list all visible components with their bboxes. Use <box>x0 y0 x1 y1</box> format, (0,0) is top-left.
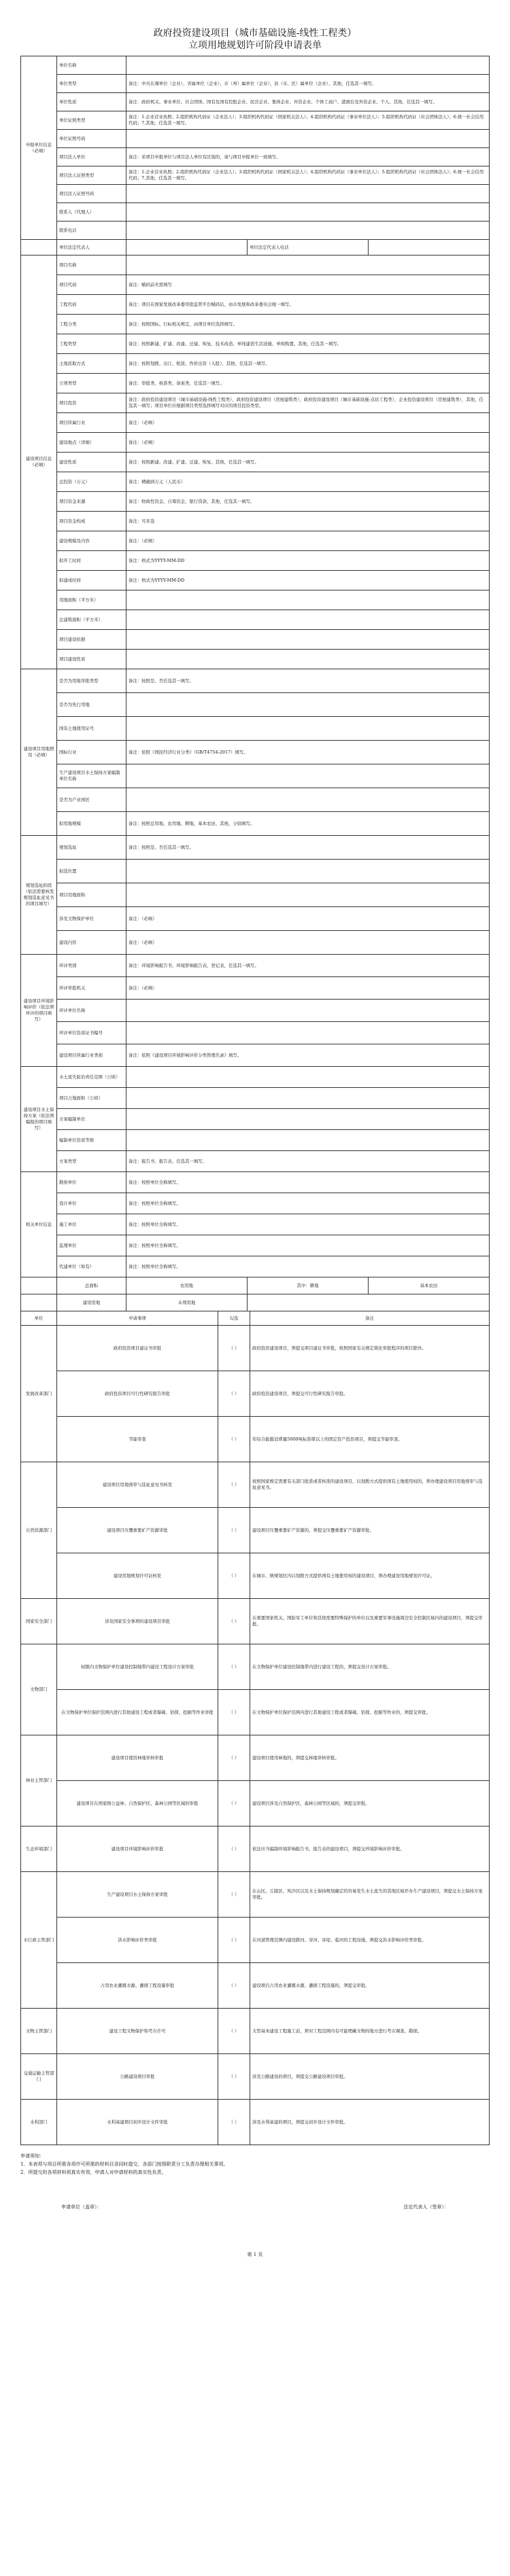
field-value: 备注：（必填） <box>126 433 490 453</box>
matter-row <box>21 1553 490 1599</box>
matter-note: 在山区、丘陵区、风沙区以及水土保持规划确定的容易发生水土流失的其他区域开办生产建设项目，须提交水土保持方案审批。 <box>250 1872 490 1918</box>
table-row <box>21 788 490 812</box>
field-label: 方案编制单位 <box>57 1109 126 1130</box>
field-value: 备注：按照单位全称填写。 <box>126 1235 490 1256</box>
field-value <box>126 185 490 203</box>
field-label: 编制单位资质等级 <box>57 1130 126 1151</box>
land-scale-header: 总面积 <box>57 1277 126 1294</box>
field-label: 设计单位 <box>57 1193 126 1214</box>
matter-checkbox[interactable]: （ ） <box>218 1553 250 1599</box>
table-row <box>21 883 490 907</box>
matter-note: 在河道管理范围内建设跨河、穿河、穿堤、临河的工程设施，须提交洪水影响评价类审批。 <box>250 1918 490 1963</box>
title-line-1: 政府投资建设项目（城市基础设施-线性工程类） <box>153 28 357 39</box>
field-label: 国标行业 <box>57 741 126 764</box>
field-value: 备注：精确到万元（人民币） <box>126 472 490 492</box>
matter-row <box>21 2054 490 2100</box>
matter-note: 按照国家规定需要有关部门批准或者核准的建设项目，以划拨方式提供国有土地使用权的，须办理建设项目用地预审与选址意见书。 <box>250 1462 490 1508</box>
matter-checkbox[interactable]: （ ） <box>218 1963 250 2009</box>
field-value <box>126 130 490 148</box>
table-row <box>21 472 490 492</box>
field-value: 备注：格式为YYYY-MM-DD <box>126 551 490 571</box>
field-label: 方案类型 <box>57 1151 126 1172</box>
table-row <box>21 374 490 393</box>
matter-row <box>21 1417 490 1462</box>
field-label: 项目名称 <box>57 255 126 275</box>
matter-name: 公路建设项目审批 <box>57 2054 218 2100</box>
field-label: 规划选址 <box>57 836 126 860</box>
field-value: 备注：依照《建设项目环境影响评价分类管理名录》填写。 <box>126 1044 490 1067</box>
field-label: 环评类别 <box>57 955 126 977</box>
field-label: 项目占地面积（公顷） <box>57 1088 126 1109</box>
field-label: 水土流失防治责任范围（公顷） <box>57 1067 126 1088</box>
table-row <box>21 1067 490 1088</box>
matter-dept: 文物主管部门 <box>21 2009 57 2054</box>
matter-dept: 文物部门 <box>21 1644 57 1735</box>
sign-right: 法定代表人（签章）： <box>403 2204 449 2210</box>
table-row <box>21 413 490 433</box>
table-row <box>21 1193 490 1214</box>
section-label: 建设项目环境影响评价（依法须环评的项目填写） <box>21 955 57 1067</box>
matter-row <box>21 1690 490 1735</box>
matter-row <box>21 2100 490 2145</box>
field-value: 备注：环境影响报告书、环境影响报告表、登记表，任选其一填写。 <box>126 955 490 977</box>
matter-row <box>21 1872 490 1918</box>
matter-checkbox[interactable]: （ ） <box>218 1371 250 1417</box>
table-row <box>21 453 490 472</box>
matter-name: 建设项目用地预审与选址意见书核发 <box>57 1462 218 1508</box>
field-label: 单位名称 <box>57 56 126 75</box>
matter-dept: 生态环境部门 <box>21 1827 57 1872</box>
matters-header: 申请事项 <box>57 1311 218 1326</box>
matter-note: 建设项目占用农业灌溉水源、灌排工程设施的，须提交审批。 <box>250 1963 490 2009</box>
matter-note: 涉及水利基建的项目，须提交初步设计文件审批。 <box>250 2100 490 2145</box>
matters-header-row <box>21 1311 490 1326</box>
matter-checkbox[interactable]: （ ） <box>218 1417 250 1462</box>
table-row <box>21 295 490 315</box>
field-label: 土地获取方式 <box>57 354 126 374</box>
field-value: 备注：财政性资金、自筹资金、银行贷款、其他，任选其一填写。 <box>126 492 490 512</box>
table-row <box>21 148 490 166</box>
field-value: 备注：依照《国民经济行业分类》（GB/T4754-2017）填写。 <box>126 741 490 764</box>
matter-note: 建设项目压覆重要矿产资源的，须提交压覆重要矿产资源审批。 <box>250 1508 490 1553</box>
field-label: 建设内容 <box>57 931 126 955</box>
matter-checkbox[interactable]: （ ） <box>218 1644 250 1690</box>
table-row <box>21 1022 490 1044</box>
table-row <box>21 512 490 531</box>
field-value: 备注：若项目申报单位与项目法人单位有区别的，请与项目申报单位一致填写。 <box>126 148 490 166</box>
matter-name: 政府投资项目可行性研究报告审批 <box>57 1371 218 1417</box>
table-row <box>21 1088 490 1109</box>
field-label: 项目用地面积 <box>57 883 126 907</box>
matter-name: 政府投资项目建议书审批 <box>57 1326 218 1371</box>
field-value <box>126 1000 490 1022</box>
table-row <box>21 130 490 148</box>
table-row <box>21 1151 490 1172</box>
matter-checkbox[interactable]: （ ） <box>218 1599 250 1644</box>
field-label: 施工单位 <box>57 1214 126 1235</box>
field-label: 联系人（代理人） <box>57 203 126 222</box>
matter-name: 生产建设项目水土保持方案审批 <box>57 1872 218 1918</box>
field-value: 备注：（必填） <box>126 413 490 433</box>
matter-row <box>21 1963 490 2009</box>
table-row <box>21 185 490 203</box>
matter-row <box>21 1326 490 1371</box>
table-row <box>21 1044 490 1067</box>
field-label: 单位类型 <box>57 75 126 93</box>
matter-note: 在重要国家机关、国防军工单位和其他需要特殊保护的单位以及重要军事设施周边安全控制区域内的建设项目，须提交审批。 <box>250 1599 490 1644</box>
table-row <box>21 203 490 222</box>
field-label: 单位证照号码 <box>57 130 126 148</box>
field-label: 生产建设项目水土保持方案编制单位名称 <box>57 764 126 788</box>
table-row <box>21 222 490 240</box>
field-value <box>126 788 490 812</box>
field-label: 国有土地使用证号 <box>57 717 126 741</box>
field-label: 项目投资 <box>57 393 126 413</box>
field-label: 用地面积（平方米） <box>57 590 126 610</box>
page-number: 第 1 页 <box>247 2252 263 2257</box>
matter-dept: 自然资源部门 <box>21 1462 57 1599</box>
matter-row <box>21 1827 490 1872</box>
field-value: 备注：（必填） <box>126 977 490 1000</box>
matter-note: 涉及公路建设的项目，须提交公路建设项目审批。 <box>250 2054 490 2100</box>
land-scale-header: 其中：耕地 <box>248 1277 369 1294</box>
field-value <box>126 1130 490 1151</box>
field-value: 备注：按照单位全称填写。 <box>126 1193 490 1214</box>
table-row <box>21 812 490 836</box>
table-row <box>21 717 490 741</box>
field-value: 备注：按照是、否任选其一填写。 <box>126 669 490 693</box>
matter-note: 在城市、镇规划区内以划拨方式提供国有土地使用权的建设项目，须办理建设用地规划许可证。 <box>250 1553 490 1599</box>
table-row <box>21 931 490 955</box>
matter-name: 权限内文物保护单位建设控制地带内建设工程设计方案审批 <box>57 1644 218 1690</box>
note-2: 2．所提交的各项材料须真实有效，申请人对申请材料的真实性负责。 <box>20 2170 167 2175</box>
field-value: 备注：格式为YYYY-MM-DD <box>126 571 490 590</box>
table-row <box>21 1214 490 1235</box>
section-label: 建设项目用地情况（必填） <box>21 669 57 836</box>
field-value: 备注：按照划拨、出让、租赁、作价出资（入股）、其他，任选其一填写。 <box>126 354 490 374</box>
field-label: 项目建设性质 <box>57 650 126 669</box>
matter-checkbox[interactable]: （ ） <box>218 1326 250 1371</box>
field-value: 备注：按照单位全称填写。 <box>126 1214 490 1235</box>
matter-name: 洪水影响评价类审批 <box>57 1918 218 1963</box>
field-label: 建设地点（详细） <box>57 433 126 453</box>
table-row <box>21 1172 490 1193</box>
land-scale-header-row-2 <box>21 1294 490 1311</box>
table-row <box>21 1130 490 1151</box>
field-value <box>126 883 490 907</box>
field-value: 备注：按照是、否任选其一填写。 <box>126 836 490 860</box>
field-value: 备注：按照单位全称填写。 <box>126 1256 490 1277</box>
table-row <box>21 977 490 1000</box>
matter-checkbox[interactable]: （ ） <box>218 1508 250 1553</box>
table-row <box>21 393 490 413</box>
table-row <box>21 531 490 551</box>
table-row <box>21 955 490 977</box>
field-value <box>126 1067 490 1088</box>
matter-checkbox[interactable]: （ ） <box>218 2054 250 2100</box>
field-label: 监理单位 <box>57 1235 126 1256</box>
table-row <box>21 669 490 693</box>
matter-name: 建设工程文物保护和考古许可 <box>57 2009 218 2054</box>
matter-checkbox[interactable]: （ ） <box>218 1872 250 1918</box>
matter-name: 建设项目压覆重要矿产资源审批 <box>57 1508 218 1553</box>
table-row <box>21 1109 490 1130</box>
field-label: 项目建设依据 <box>57 630 126 650</box>
table-row <box>21 315 490 334</box>
land-scale-header: 建设用地 <box>57 1294 126 1311</box>
field-value <box>126 610 490 630</box>
field-label: 工程分类 <box>57 315 126 334</box>
field-value: 备注：按照总用地、农用地、耕地、基本农田、其他，分别填写。 <box>126 812 490 836</box>
matter-note: 建设项目涉及自然保护区、森林公园等区域的，须提交审批。 <box>250 1781 490 1827</box>
section-label: 相关单位信息 <box>21 1172 57 1277</box>
field-value: 备注：政府投资建设项目（城市基础设施-线性工程类），政府投资建设项目（房屋建筑类），政府投资建设项目（城市基础设施-点状工程类），企业投资建设项目（房屋建筑类），其他，任选其一填写；项目单位应根据项目类型选择填写对应的项目投资类型。 <box>126 393 490 413</box>
field-value: 备注：审批类、核准类、备案类，任选其一填写。 <box>126 374 490 393</box>
field-value: 备注：按照新建、改建、扩建、迁建、恢复、其他，任选其一填写。 <box>126 453 490 472</box>
matter-note: 在文物保护单位建设控制地带内进行建设工程的，须提交设计方案审批。 <box>250 1644 490 1690</box>
matter-note: 政府投资建设项目，须提交可行性研究报告审批。 <box>250 1371 490 1417</box>
field-label: 项目法人证照号码 <box>57 185 126 203</box>
field-value: 备注：按照新建、扩建、改建、迁建、恢复、技术改造、单纯建造生活设施、单纯购置、其他，任选其一填写。 <box>126 334 490 354</box>
field-value <box>126 717 490 741</box>
field-value <box>126 1088 490 1109</box>
matter-name: 在文物保护单位保护范围内进行其他建设工程或者爆破、钻探、挖掘等作业审批 <box>57 1690 218 1735</box>
matter-name: 涉及国家安全事项的建设项目审批 <box>57 1599 218 1644</box>
table-row <box>21 571 490 590</box>
table-row <box>21 1000 490 1022</box>
matter-name: 节能审查 <box>57 1417 218 1462</box>
matter-dept: 林业主管部门 <box>21 1735 57 1827</box>
land-scale-header-row <box>21 1277 490 1294</box>
matter-checkbox[interactable]: （ ） <box>218 2009 250 2054</box>
matter-row <box>21 2009 490 2054</box>
field-value <box>126 590 490 610</box>
field-value: 备注：项目在国家发展改革委审批监管平台赋码后，由市发展和改革委员会统一填写。 <box>126 295 490 315</box>
legal-rep-phone-value <box>369 240 490 255</box>
field-label: 环评单位名称 <box>57 1000 126 1022</box>
table-row <box>21 255 490 275</box>
field-value: 备注：（必填） <box>126 931 490 955</box>
field-value: 备注：（必填） <box>126 531 490 551</box>
field-value: 备注：1.企业营业执照；2.组织机构代码证（企业法人）；3.组织机构代码证（国家机关法人）；4.组织机构代码证（事业单位法人）；5.组织机构代码证（社会团体法人）；6.统一社会信用代码；7.其他，任选其一填写。 <box>126 166 490 185</box>
contact-row <box>21 240 490 255</box>
table-row <box>21 860 490 883</box>
field-label: 总建筑面积（平方米） <box>57 610 126 630</box>
notes <box>20 2152 490 2176</box>
matters-table <box>20 1311 490 2145</box>
field-value: 备注：报告书、报告表，任选其一填写。 <box>126 1151 490 1172</box>
field-label: 项目资金来源 <box>57 492 126 512</box>
matter-name: 建设项目环境影响评价审批 <box>57 1827 218 1872</box>
table-row <box>21 275 490 295</box>
matter-note: 依法应当编制环境影响报告书、报告表的建设项目，须提交环境影响评价审批。 <box>250 1827 490 1872</box>
field-label: 单位性质 <box>57 93 126 111</box>
matter-checkbox[interactable]: （ ） <box>218 1827 250 1872</box>
table-row <box>21 111 490 130</box>
field-label: 涉及文物保护单位 <box>57 907 126 931</box>
field-label: 勘察单位 <box>57 1172 126 1193</box>
field-label: 工程类型 <box>57 334 126 354</box>
matter-checkbox[interactable]: （ ） <box>218 1735 250 1781</box>
table-row <box>21 166 490 185</box>
table-row <box>21 650 490 669</box>
matter-note: 在文物保护单位保护范围内进行其他建设工程或者爆破、钻探、挖掘等作业的，须提交审批。 <box>250 1690 490 1735</box>
field-value: 备注：赋码前无需填写 <box>126 275 490 295</box>
table-row <box>21 630 490 650</box>
table-row <box>21 1256 490 1277</box>
matters-header: 勾选 <box>218 1311 250 1326</box>
field-label: 项目法人单位 <box>57 148 126 166</box>
section-label: 建设项目信息（必填） <box>21 255 57 669</box>
sign-left: 申请单位（盖章）： <box>61 2204 102 2210</box>
table-row <box>21 433 490 453</box>
table-row <box>21 590 490 610</box>
field-label: 建设项目所属行业类别 <box>57 1044 126 1067</box>
field-value <box>126 860 490 883</box>
matters-header: 单位 <box>21 1311 57 1326</box>
matter-dept: 国家安全部门 <box>21 1599 57 1644</box>
field-label: 代建单位（如有） <box>57 1256 126 1277</box>
field-label: 建设性质 <box>57 453 126 472</box>
land-scale-header: 未利用地 <box>126 1294 248 1311</box>
table-row <box>21 764 490 788</box>
field-label: 拟建成时间 <box>57 571 126 590</box>
table-row <box>21 354 490 374</box>
field-value <box>126 56 490 75</box>
matter-row <box>21 1371 490 1417</box>
field-value: 备注：中央在湘单位（企业）、省属单位（企业）、市（州）属单位（企业）、县（市、区）属单位（企业）、其他，任选其一填写。 <box>126 75 490 93</box>
field-value: 备注：按照国标、行标相关规定，由项目单位选择填写。 <box>126 315 490 334</box>
section-label: 规划选址阶段（依法需要核发规划选址意见书的项目填写） <box>21 836 57 955</box>
legal-rep-label: 单位法定代表人 <box>57 240 126 255</box>
field-value: 备注：（必填） <box>126 907 490 931</box>
field-label: 项目资金构成 <box>57 512 126 531</box>
matter-note: 大型基本建设工程施工前，须对工程范围内有可能埋藏文物的地方进行考古调查、勘探。 <box>250 2009 490 2054</box>
field-value: 备注：按照单位全称填写。 <box>126 1172 490 1193</box>
field-label: 项目所属行业 <box>57 413 126 433</box>
field-label: 环评单位资质证书编号 <box>57 1022 126 1044</box>
matter-row <box>21 1462 490 1508</box>
legal-rep-value <box>126 240 248 255</box>
matter-row <box>21 1735 490 1781</box>
notes-title: 申请须知： <box>20 2153 44 2159</box>
title-line-2: 立项用地规划许可阶段申请表单 <box>188 40 322 51</box>
field-label: 联系电话 <box>57 222 126 240</box>
field-label: 建设规模及内容 <box>57 531 126 551</box>
matter-name: 占用农业灌溉水源、灌排工程设施审批 <box>57 1963 218 2009</box>
matter-checkbox[interactable]: （ ） <box>218 1781 250 1827</box>
note-1: 1．本表须与项目所需各项许可所需的材料目录同时提交，各部门按照职责分工负责办理相关事项。 <box>20 2162 228 2167</box>
field-label: 单位证照类型 <box>57 111 126 130</box>
matter-dept: 水利部门 <box>21 2100 57 2145</box>
table-row <box>21 93 490 111</box>
matter-checkbox[interactable]: （ ） <box>218 2100 250 2145</box>
field-label: 项目代码 <box>57 275 126 295</box>
matter-checkbox[interactable]: （ ） <box>218 1462 250 1508</box>
field-value: 备注：可多选 <box>126 512 490 531</box>
table-row <box>21 610 490 630</box>
field-value <box>126 1109 490 1130</box>
field-label: 项目法人证照类型 <box>57 166 126 185</box>
field-value <box>126 255 490 275</box>
field-value <box>126 630 490 650</box>
field-label: 拟用地规模 <box>57 812 126 836</box>
field-label: 总投资（万元） <box>57 472 126 492</box>
field-value <box>126 1022 490 1044</box>
field-label: 立项类型 <box>57 374 126 393</box>
table-row <box>21 836 490 860</box>
field-value <box>126 693 490 717</box>
matter-note: 建设项目使用林地的，须提交林地审核审批。 <box>250 1735 490 1781</box>
matter-row <box>21 1644 490 1690</box>
matter-checkbox[interactable]: （ ） <box>218 1918 250 1963</box>
matter-name: 水利基建项目初步设计文件审批 <box>57 2100 218 2145</box>
table-row <box>21 56 490 75</box>
info-table <box>20 56 490 1311</box>
field-value <box>126 764 490 788</box>
matter-row <box>21 1781 490 1827</box>
section-label: 建设项目水土保持方案（依法须编报的项目填写） <box>21 1067 57 1172</box>
section-label: 申报单位信息（必填） <box>21 56 57 240</box>
field-value: 备注：政府机关、事业单位、社会团体、国有及国有控股企业、民营企业、集体企业、外资企业、个体工商户、港澳台及外资企业、个人、其他，任选其一填写。 <box>126 93 490 111</box>
field-label: 是否为用地审批类型 <box>57 669 126 693</box>
matter-dept: 水行政主管部门 <box>21 1872 57 2009</box>
field-label: 环评审批机关 <box>57 977 126 1000</box>
field-label: 拟选位置 <box>57 860 126 883</box>
field-label: 拟开工时间 <box>57 551 126 571</box>
land-scale-header: 农用地 <box>126 1277 248 1294</box>
matters-header: 备注 <box>250 1311 490 1326</box>
form-title <box>20 0 490 52</box>
field-value <box>126 203 490 222</box>
table-row <box>21 907 490 931</box>
matter-dept: 交通运输主管部门 <box>21 2054 57 2100</box>
signature-row <box>20 2204 490 2210</box>
matter-dept: 发展改革部门 <box>21 1326 57 1462</box>
field-value <box>126 650 490 669</box>
table-row <box>21 334 490 354</box>
matter-row <box>21 1508 490 1553</box>
table-row <box>21 741 490 764</box>
field-value <box>126 222 490 240</box>
table-row <box>21 693 490 717</box>
field-value: 备注：1.企业营业执照；2.组织机构代码证（企业法人）；3.组织机构代码证（国家机关法人）；4.组织机构代码证（事业单位法人）；5.组织机构代码证（社会团体法人）；6.统一社会信用代码；7.其他，任选其一填写。 <box>126 111 490 130</box>
table-row <box>21 492 490 512</box>
field-label: 是否为产业园区 <box>57 788 126 812</box>
matter-name: 建设项目在国家级公益林、自然保护区、森林公园等区域的审批 <box>57 1781 218 1827</box>
matter-row <box>21 1918 490 1963</box>
legal-rep-phone-label: 单位法定代表人电话 <box>248 240 369 255</box>
field-label: 工程代码 <box>57 295 126 315</box>
matter-note: 年综合能源消费量5000吨标准煤以上的固定资产投资项目，须提交节能审查。 <box>250 1417 490 1462</box>
table-row <box>21 75 490 93</box>
field-label: 是否为先行用地 <box>57 693 126 717</box>
matter-name: 建设用地规划许可证核发 <box>57 1553 218 1599</box>
table-row <box>21 551 490 571</box>
matter-checkbox[interactable]: （ ） <box>218 1690 250 1735</box>
matter-note: 政府投资建设项目，须提交项目建议书审批，按照国家有关规定简化审批程序的项目除外。 <box>250 1326 490 1371</box>
matter-name: 建设项目使用林地审核审批 <box>57 1735 218 1781</box>
land-scale-header: 基本农田 <box>369 1277 490 1294</box>
matter-row <box>21 1599 490 1644</box>
table-row <box>21 1235 490 1256</box>
